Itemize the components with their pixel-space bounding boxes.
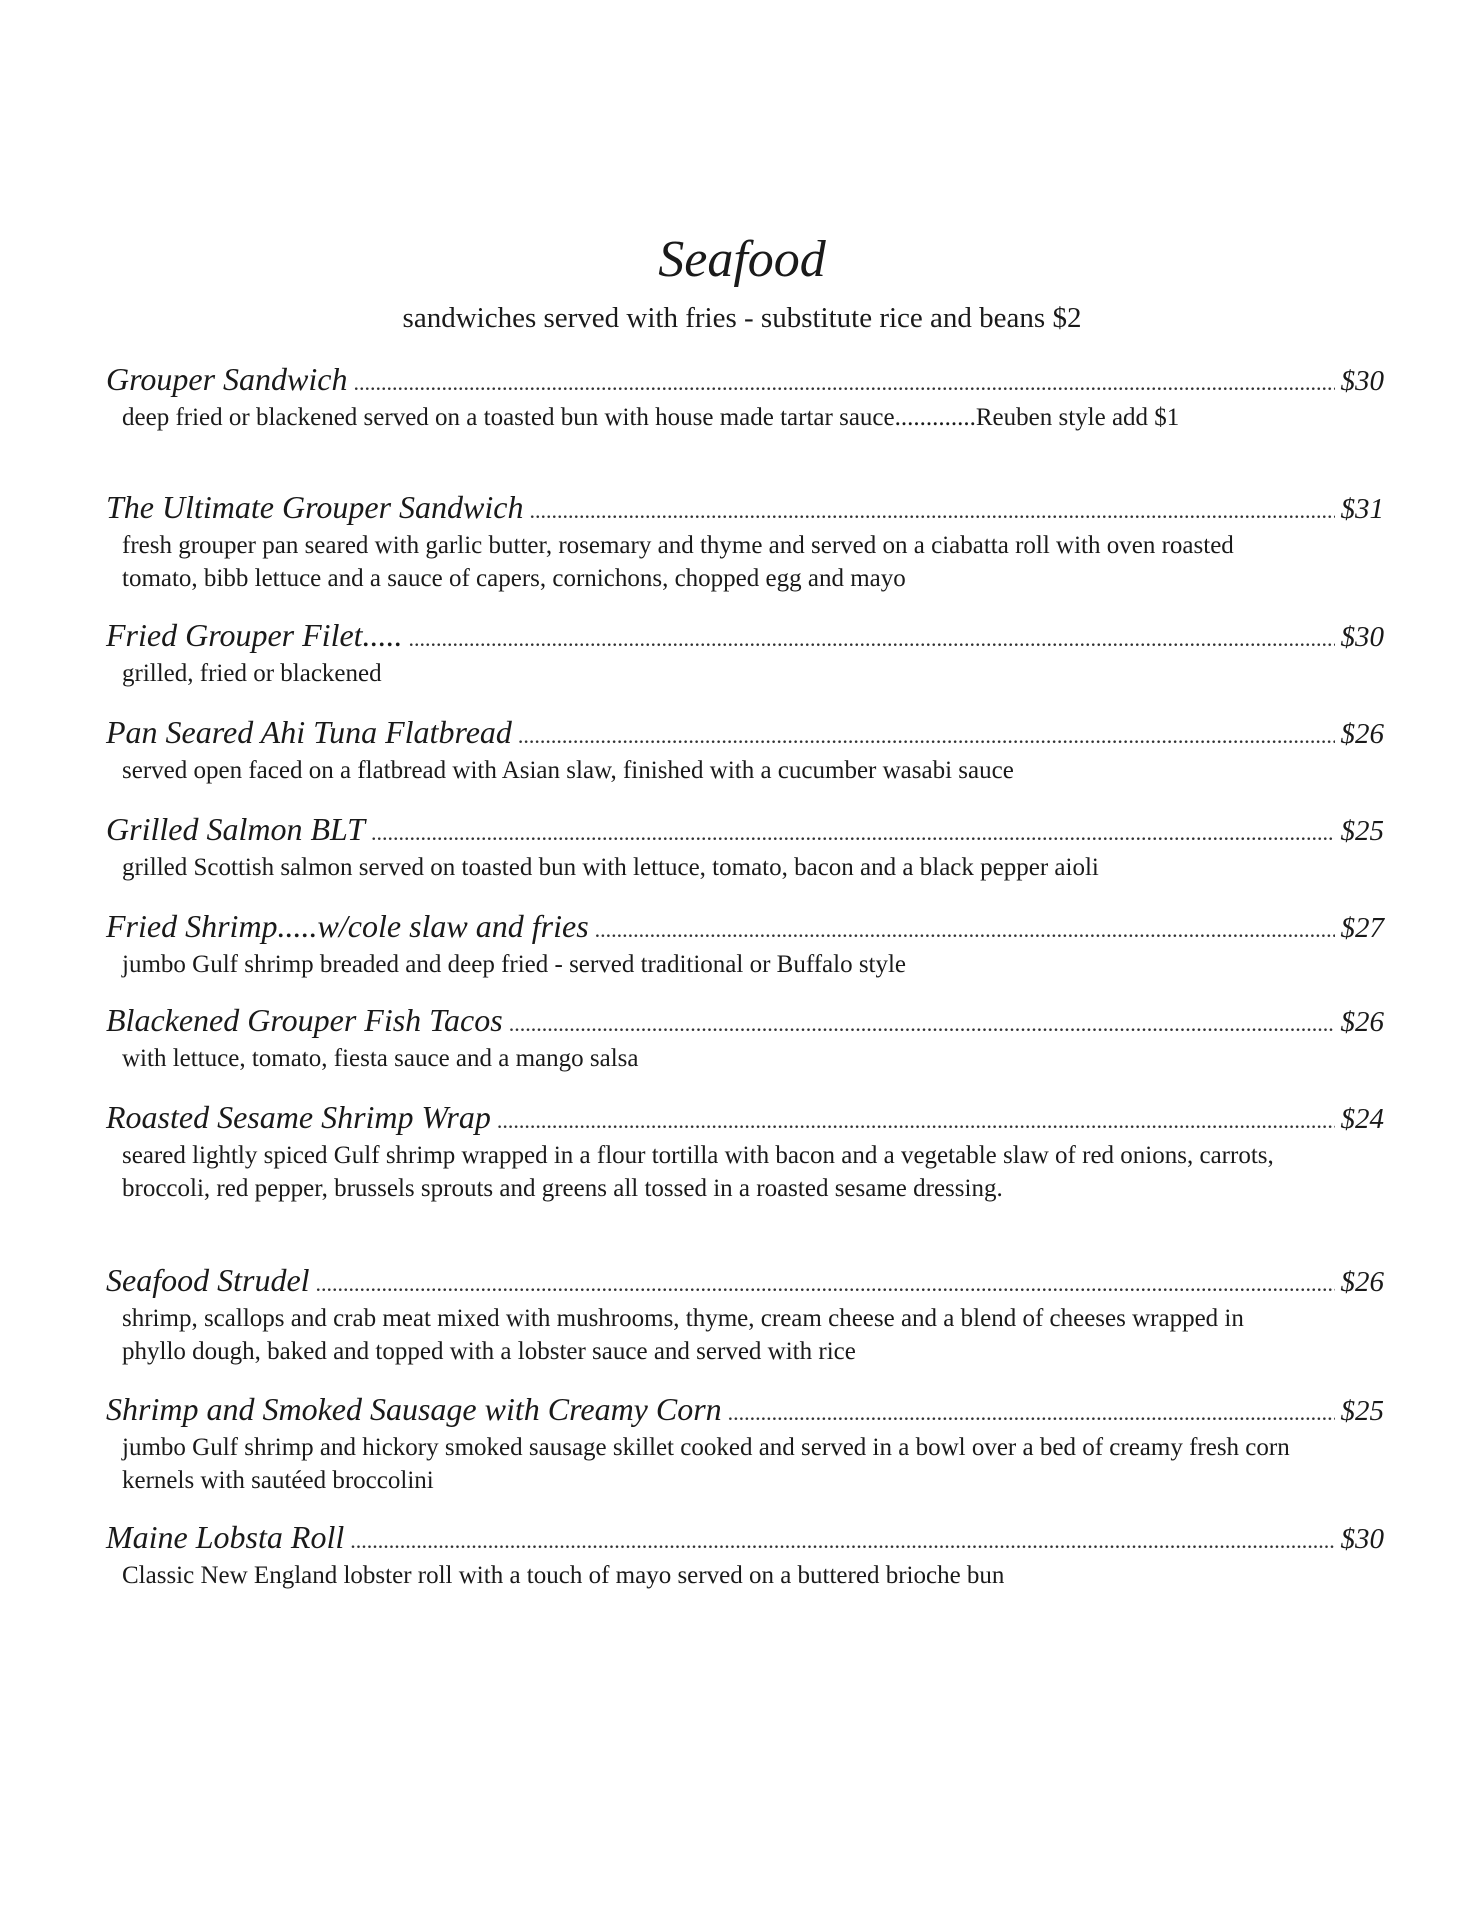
dot-leader <box>509 1002 1335 1046</box>
menu-item-name: Fried Shrimp.....w/cole slaw and fries <box>106 908 589 944</box>
menu-item <box>106 1515 1384 1612</box>
menu-item-name: Shrimp and Smoked Sausage with Creamy Corn <box>106 1391 722 1427</box>
dot-leader <box>497 1099 1335 1143</box>
menu-list <box>106 357 1384 1612</box>
menu-item-name: Blackened Grouper Fish Tacos <box>106 1002 503 1038</box>
menu-item-price: $30 <box>1340 1523 1384 1555</box>
menu-item <box>106 998 1384 1095</box>
menu-item-header <box>106 807 1384 851</box>
menu-item-description: deep fried or blackened served on a toasted bun with house made tartar sauce.............Reuben style add $1 <box>122 404 1180 431</box>
menu-item-price: $24 <box>1340 1103 1384 1135</box>
menu-item-price: $26 <box>1340 1266 1384 1298</box>
menu-item-description: fresh grouper pan seared with garlic butter, rosemary and thyme and served on a ciabatta roll with oven roasted tomato, bibb lettuce and a sauce of capers, cornichons, chopped egg and mayo <box>122 532 1234 592</box>
menu-item <box>106 613 1384 710</box>
menu-item-price: $31 <box>1340 493 1384 525</box>
menu-item <box>106 904 1384 998</box>
menu-item-description: shrimp, scallops and crab meat mixed with mushrooms, thyme, cream cheese and a blend of cheeses wrapped in phyllo dough, baked and topped with a lobster sauce and served with rice <box>122 1305 1244 1365</box>
menu-item-price: $30 <box>1340 365 1384 397</box>
dot-leader <box>529 489 1334 533</box>
menu-item-price: $25 <box>1340 1395 1384 1427</box>
section-subtitle: sandwiches served with fries - substitute rice and beans $2 <box>402 302 1082 334</box>
menu-item-header <box>106 710 1384 754</box>
section-title: Seafood <box>658 231 826 288</box>
menu-item-description: with lettuce, tomato, fiesta sauce and a mango salsa <box>122 1045 639 1072</box>
menu-item <box>106 1258 1384 1387</box>
menu-item-description: seared lightly spiced Gulf shrimp wrapped in a flour tortilla with bacon and a vegetable slaw of red onions, carrots, broccoli, red pepper, brussels sprouts and greens all tossed in a roasted sesame dressing. <box>122 1142 1274 1202</box>
menu-item-name: Maine Lobsta Roll <box>106 1519 345 1555</box>
menu-item-header <box>106 613 1384 657</box>
dot-leader <box>595 908 1335 952</box>
menu-item-name: Grouper Sandwich <box>106 361 348 397</box>
menu-item <box>106 1095 1384 1258</box>
menu-item-name: Roasted Sesame Shrimp Wrap <box>106 1099 491 1135</box>
menu-item-price: $25 <box>1340 815 1384 847</box>
menu-item-header <box>106 1258 1384 1302</box>
menu-item <box>106 710 1384 807</box>
menu-item-name: Grilled Salmon BLT <box>106 811 365 847</box>
menu-item-name: The Ultimate Grouper Sandwich <box>106 489 524 525</box>
menu-item <box>106 357 1384 485</box>
dot-leader <box>518 714 1335 758</box>
menu-item-description: grilled, fried or blackened <box>122 660 382 687</box>
menu-item-header <box>106 485 1384 529</box>
menu-item-description: served open faced on a flatbread with Asian slaw, finished with a cucumber wasabi sauce <box>122 757 1014 784</box>
dot-leader <box>371 811 1335 855</box>
menu-item <box>106 1387 1384 1515</box>
menu-item-description: jumbo Gulf shrimp and hickory smoked sausage skillet cooked and served in a bowl over a bed of creamy fresh corn kernels with sautéed broccolini <box>122 1434 1290 1494</box>
menu-item-header <box>106 1387 1384 1431</box>
menu-item-header <box>106 904 1384 948</box>
dot-leader <box>350 1519 1334 1563</box>
menu-item-description: Classic New England lobster roll with a touch of mayo served on a buttered brioche bun <box>122 1562 1005 1589</box>
menu-item-name: Fried Grouper Filet..... <box>106 617 403 653</box>
menu-item-price: $27 <box>1340 912 1384 944</box>
menu-item <box>106 485 1384 613</box>
menu-item-description: grilled Scottish salmon served on toasted bun with lettuce, tomato, bacon and a black pepper aioli <box>122 854 1099 881</box>
menu-item-name: Pan Seared Ahi Tuna Flatbread <box>106 714 512 750</box>
dot-leader <box>353 361 1334 405</box>
menu-item-header <box>106 1515 1384 1559</box>
menu-item-price: $26 <box>1340 718 1384 750</box>
menu-item-price: $26 <box>1340 1006 1384 1038</box>
menu-item <box>106 807 1384 904</box>
dot-leader <box>728 1391 1335 1435</box>
menu-item-header <box>106 357 1384 401</box>
menu-item-header <box>106 1095 1384 1139</box>
menu-item-header <box>106 998 1384 1042</box>
menu-item-price: $30 <box>1340 621 1384 653</box>
menu-item-description: jumbo Gulf shrimp breaded and deep fried - served traditional or Buffalo style <box>122 951 907 978</box>
menu-item-name: Seafood Strudel <box>106 1262 310 1298</box>
dot-leader <box>316 1262 1335 1306</box>
dot-leader <box>409 617 1335 661</box>
